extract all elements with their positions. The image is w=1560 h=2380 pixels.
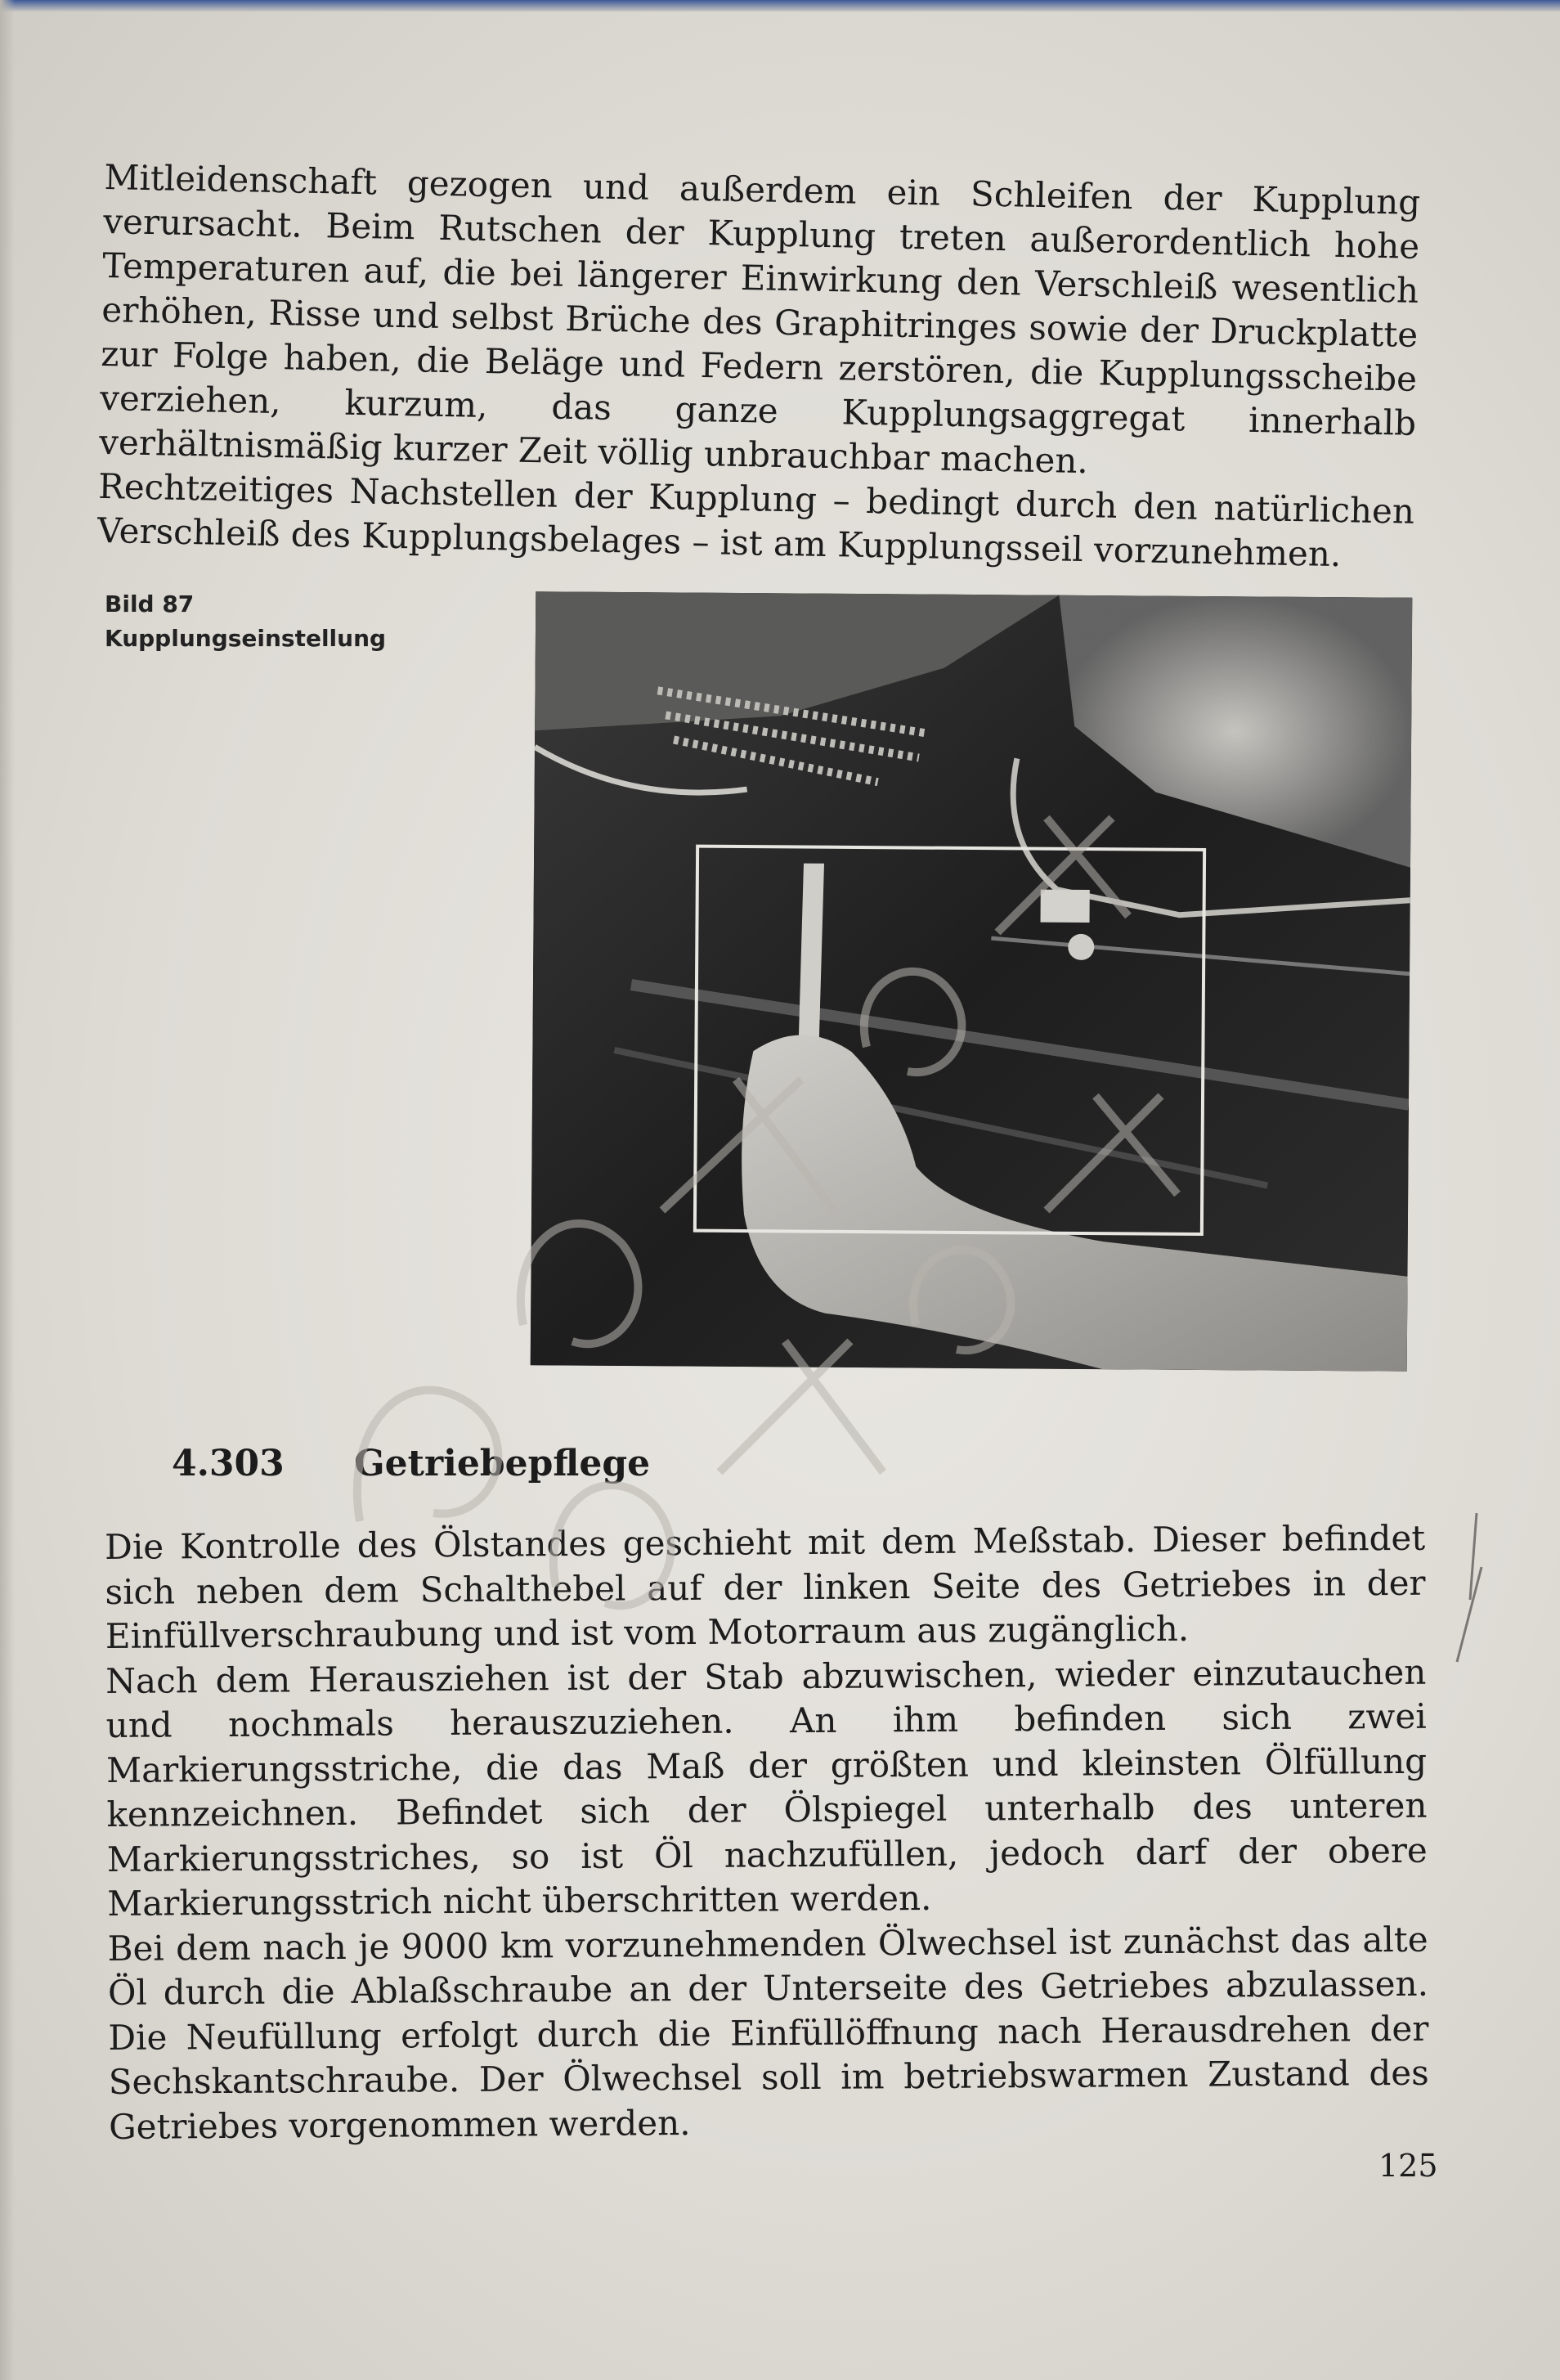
paragraph-clutch-adjustment: Rechtzeitiges Nachstellen der Kupplung – bedingt durch den natürlichen Verschleiß des Kupplungsbelages – ist am Kupplungsseil vorzunehmen.	[96, 465, 1415, 575]
pencil-margin-mark	[1441, 1510, 1490, 1665]
figure-label: Bild 87	[105, 591, 195, 617]
paragraph-dipstick-markings: Nach dem Herausziehen ist der Stab abzuwischen, wieder einzutauchen und nochmals herauszuziehen. An ihm befinden sich zwei Markierungsstriche, die das Maß der größten und kleinsten Ölfüllung kennzeichnen. Befindet sich der Ölspiegel unterhalb des unteren Markierungsstriches, so ist Öl nachzufüllen, jedoch darf der obere Markierungsstrich nicht überschritten werden.	[105, 1651, 1428, 1924]
page-left-edge	[0, 0, 15, 2380]
paragraph-oil-change: Bei dem nach je 9000 km vorzunehmenden Ölwechsel ist zunächst das alte Öl durch die Ablaßschraube an der Unterseite des Getriebes abzulassen. Die Neufüllung erfolgt durch die Einfüllöffnung nach Herausdrehen der Sechskantschraube. Der Ölwechsel soll im betriebswarmen Zustand des Getriebes vorgenommen werden.	[107, 1919, 1429, 2147]
figure-caption	[105, 587, 386, 656]
page-number: 125	[1378, 2148, 1438, 2184]
section-number: 4.303	[172, 1443, 285, 1484]
section-title: Getriebepflege	[354, 1443, 651, 1484]
section-heading	[172, 1443, 650, 1484]
paragraph-clutch-wear: Mitleidenschaft gezogen und außerdem ein Schleifen der Kupplung verursacht. Beim Rutschen der Kupplung treten außerordentlich hohe Temperaturen auf, die bei längerer Einwirkung den Verschleiß wesentlich erhöhen, Risse und selbst Brüche des Graphitringes sowie der Druckplatte zur Folge haben, die Beläge und Federn zerstören, die Kupplungsscheibe verziehen, kurzum, das ganze Kupplungsaggregat innerhalb verhältnismäßig kurzer Zeit völlig unbrauchbar machen.	[98, 156, 1421, 482]
paragraph-oil-level-check: Die Kontrolle des Ölstandes geschieht mit dem Meßstab. Dieser befindet sich neben dem Schalthebel auf der linken Seite des Getriebes in der Einfüllverschraubung und ist vom Motorraum aus zugänglich.	[105, 1517, 1426, 1656]
figure-caption-text: Kupplungseinstellung	[105, 625, 387, 652]
top-text-block	[97, 155, 1421, 578]
clutch-adjustment-photo	[531, 591, 1413, 1371]
bottom-text-block	[105, 1516, 1429, 2149]
page-top-edge	[0, 0, 1560, 11]
